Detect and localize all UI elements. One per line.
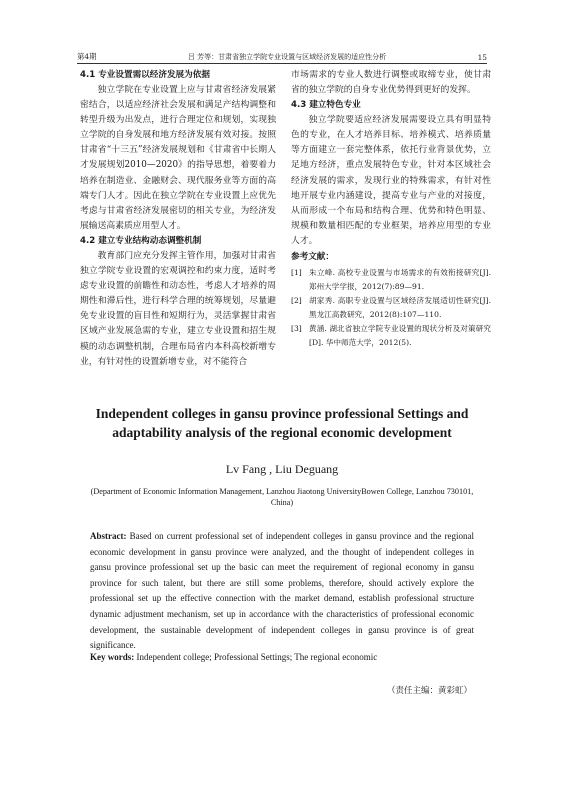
reference-number: [3] (291, 324, 302, 334)
reference-item (291, 322, 491, 349)
section-4-2-continued: 市场需求的专业人数进行调整或取缔专业，使甘肃省的独立学院的自身专业优势得到更好的发挥。 (291, 70, 491, 96)
right-column (291, 68, 491, 350)
running-header (77, 50, 487, 62)
reference-text: 黄涵. 湖北省独立学院专业设置的现状分析及对策研究[D]. 华中师范大学，2012(5). (309, 324, 491, 347)
left-column (80, 68, 276, 370)
section-4-1-title: 4.1 专业设置需以经济发展为依据 (80, 70, 210, 80)
section-4-1-body: 独立学院在专业设置上应与甘肃省经济发展紧密结合，以适应经济社会发展和满足产结构调整和转型升级为出发点，进行合理定位和规划，实现独立学院的自身发展和地方经济发展有效对接。按照甘肃省“十三五”经济发展规划和《甘肃省中长期人才发展规划2010—2020》的指导思想，着要着力培养在制造业、金融财会、现代服务业等方面的高端专门人才。因此在独立学院在专业设置上应优先考虑与甘肃省经济发展密切的相关专业，为经济发展输送高素质应用型人才。 (80, 85, 276, 231)
reference-item (291, 266, 491, 293)
issue-number: 第4期 (77, 52, 97, 61)
section-4-2-body: 教育部门应充分发挥主管作用，加强对甘肃省独立学院专业设置的宏观调控和约束力度，适时考虑专业设置的前瞻性和动态性，考虑人才培养的周期性和滞后性，进行科学合理的统筹规划，尽量避免专业设置的盲目性和短期行为，灵活掌握甘肃省区域产业发展急需的专业，建立专业设置和招生规模的动态调整机制，合理布局省内本科高校新增专业，有针对性的设置新增专业，对不能符合 (80, 250, 276, 367)
section-4-2-title: 4.2 建立专业结构动态调整机制 (80, 235, 202, 246)
keywords-label: Key words: (90, 652, 135, 662)
english-affiliation: (Department of Economic Information Management, Lanzhou Jiaotong UniversityBowen College, Lanzhou 730101, China) (90, 487, 474, 507)
abstract-text: Based on current professional set of independent colleges in gansu province and the regional economic development in gansu province were analyzed, and the thought of independent colleges in gansu province professional set up the basic can meet the requirement of regional economy in gansu province for such talent, but there are still some problems, therefore, should actively explore the professional set up the effective connection with the market demand, establish professional structure dynamic adjustment mechanism, set up in accordance with the characteristics of professional economic development, the sustainable development of independent colleges in gansu province is of great significance. (90, 531, 474, 651)
abstract-label: Abstract: (90, 531, 127, 541)
reference-item (291, 294, 491, 321)
page-number: 15 (477, 53, 487, 62)
keywords-text: Independent college; Professional Settings; The regional economic (136, 652, 378, 662)
running-title: 吕 芳等：甘肃省独立学院专业设置与区域经济发展的适应性分析 (187, 53, 387, 61)
reference-number: [2] (291, 296, 302, 306)
english-title: Independent colleges in gansu province professional Settings and adaptability analysis of the regional economic development (95, 406, 469, 440)
reference-number: [1] (291, 268, 302, 278)
editor-note: （责任主编：黄彩虹） (386, 686, 472, 696)
reference-text: 朱立峰. 高校专业设置与市场需求的有效衔接研究[J]. 郑州大学学报，2012(7):89—91. (309, 268, 491, 291)
references-title: 参考文献： (291, 252, 334, 263)
english-authors: Lv Fang , Liu Deguang (225, 462, 339, 476)
section-4-3-title: 4.3 建立特色专业 (291, 100, 361, 111)
section-4-3-body: 独立学院要适应经济发展需要设立具有明显特色的专业，在人才培养目标、培养模式、培养质量等方面建立一套完整体系，依托行业背景优势，立足地方经济，重点发展特色专业，针对本区域社会经济发展的需求，发现行业的特殊需求，有针对性地开展专业内涵建设，提高专业与产业的对接度，从而形成一个布局和结构合理、优势和特色明显、规模和数量相匹配的专业框架，培养应用型的专业人才。 (291, 115, 491, 246)
english-keywords (90, 650, 474, 664)
english-abstract (90, 529, 474, 654)
header-rule (77, 63, 487, 64)
reference-text: 胡家秀. 高职专业设置与区域经济发展适切性研究[J]. 黑龙江高教研究，2012(8):107—110. (309, 296, 491, 319)
